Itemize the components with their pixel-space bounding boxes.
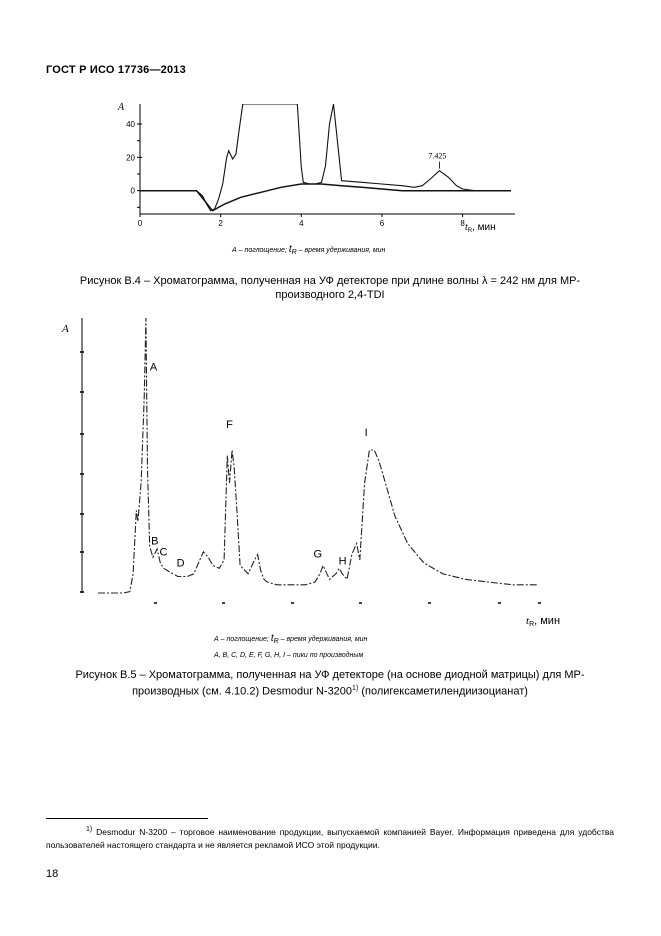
- page-number: 18: [46, 868, 59, 880]
- y-axis-label: A: [62, 323, 69, 335]
- y-axis-label: A: [118, 102, 125, 113]
- y-tick-label: 0: [130, 186, 135, 196]
- chromatogram-b4-chart: [110, 96, 530, 236]
- x-tick-label: 0: [137, 219, 143, 228]
- legend-b5-peaks: A, B, C, D, E, F, G, H, I – пики по производным: [214, 652, 364, 659]
- peak-label-d: D: [176, 557, 185, 570]
- figure-b5-caption-line2: [40, 682, 620, 699]
- figure-b5-caption-line1: Рисунок В.5 – Хроматограмма, полученная на УФ детекторе (на основе диодной матрицы) для МР-: [75, 669, 585, 681]
- legend-a-symbol: А: [232, 247, 237, 254]
- footnote-marker: 1): [86, 826, 93, 833]
- peak-label-g: G: [313, 548, 323, 561]
- legend-b5: [214, 632, 367, 663]
- legend-t-symbol: t: [270, 633, 274, 644]
- peak-label-b: B: [151, 535, 159, 548]
- figure-b5-caption-line2-post: (полигексаметилендиизоцианат): [358, 685, 528, 698]
- legend-t-subscript: R: [291, 249, 297, 256]
- standard-code-header: ГОСТ Р ИСО 17736—2013: [46, 64, 186, 76]
- peak-label-a: A: [149, 361, 158, 374]
- x-tick-label: 6: [379, 219, 385, 228]
- legend-a-text: – поглощение;: [220, 636, 269, 643]
- footnote: [46, 823, 614, 852]
- y-tick-label: 20: [126, 153, 135, 163]
- figure-b5-caption-sup: 1): [352, 685, 359, 692]
- peak-label-h: H: [338, 555, 347, 568]
- figure-b4-caption: [40, 274, 620, 302]
- chromatogram-b5-chart: [58, 312, 588, 632]
- figure-b4-caption-line1: Рисунок В.4 – Хроматограмма, полученная на УФ детекторе при длине волны λ = 242 нм для МР-: [79, 275, 581, 287]
- legend-t-symbol: t: [288, 244, 292, 255]
- footnote-text: Desmodur N-3200 – торговое наименование продукции, выпускаемой компанией Bayer. Информация приведена для удобства пользователей настоящего стандарта и не является рекламой ИСО этой продукции.: [46, 826, 614, 850]
- legend-t-text: – время удерживания, мин: [298, 247, 386, 254]
- x-tick-label: 4: [299, 219, 304, 228]
- peak-label-f: F: [226, 419, 233, 431]
- legend-t-subscript: R: [273, 638, 279, 645]
- figure-b5-caption: [40, 668, 620, 699]
- peak-label-c: C: [159, 546, 168, 559]
- chromatogram-trace: [112, 104, 511, 211]
- y-tick-label: 40: [126, 120, 135, 129]
- figure-b4-caption-line2: производного 2,4-TDI: [275, 289, 385, 301]
- legend-b5-line1: [214, 632, 367, 649]
- footnote-divider: [46, 818, 208, 819]
- legend-a-text: – поглощение;: [238, 247, 287, 254]
- x-tick-label: 8: [460, 219, 465, 228]
- figure-b5-caption-line2-pre: производных (см. 4.10.2) Desmodur N-3200: [132, 685, 353, 698]
- x-axis-label: $t_R$, мин: [465, 222, 496, 234]
- peak-annotation: 7.425: [428, 151, 447, 161]
- x-axis-label: tR, мин: [526, 615, 561, 628]
- legend-b4: [232, 244, 385, 256]
- baseline-trace: [112, 184, 511, 211]
- legend-a-symbol: А: [214, 636, 219, 643]
- legend-t-text: – время удерживания, мин: [280, 636, 368, 643]
- x-tick-label: 2: [218, 219, 223, 228]
- peak-label-i: I: [364, 427, 368, 439]
